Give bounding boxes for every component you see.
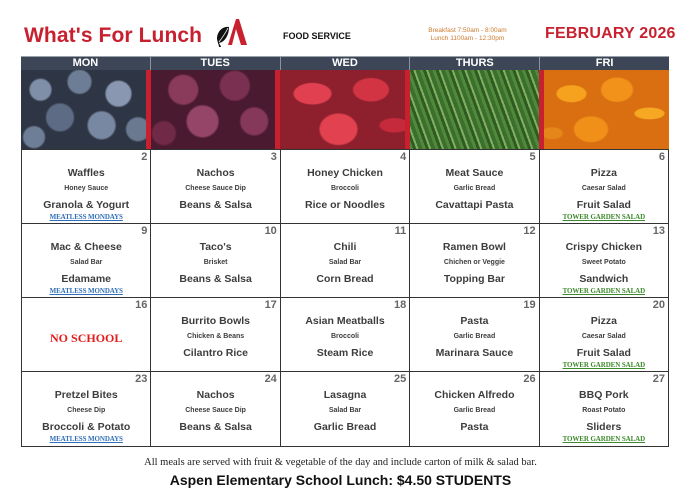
day-cell: [409, 224, 538, 297]
side-dish: Honey Sauce: [64, 185, 109, 192]
date-number: 2: [141, 151, 148, 163]
meatless-mondays-link[interactable]: MEATLESS MONDAYS: [49, 435, 123, 443]
extra-dish: Corn Bread: [316, 273, 374, 285]
extra-dish: Marinara Sauce: [435, 347, 514, 359]
day-cell: [21, 372, 150, 446]
entree: Mac & Cheese: [50, 241, 122, 253]
day-cell: [21, 224, 150, 297]
tower-garden-salad-link[interactable]: TOWER GARDEN SALAD: [562, 213, 646, 221]
day-cell: [280, 224, 409, 297]
entree: Pizza: [590, 315, 617, 327]
weekday-fri: FRI: [539, 57, 669, 70]
weekday-thurs: THURS: [409, 57, 539, 70]
extra-dish: Fruit Salad: [576, 199, 631, 211]
entree: Asian Meatballs: [305, 315, 385, 327]
date-number: 4: [400, 151, 407, 163]
entree: Pretzel Bites: [54, 389, 118, 401]
date-number: 3: [270, 151, 277, 163]
week-row: [21, 223, 669, 297]
date-number: 12: [523, 225, 536, 237]
meatless-mondays-link[interactable]: MEATLESS MONDAYS: [49, 213, 123, 221]
date-number: 19: [523, 299, 536, 311]
entree: Pizza: [590, 167, 617, 179]
extra-dish: Edamame: [61, 273, 111, 285]
week-row: [21, 149, 669, 223]
side-dish: Cheese Sauce Dip: [185, 185, 246, 192]
day-cell: [150, 298, 279, 371]
date-number: 13: [652, 225, 666, 237]
entree: Crispy Chicken: [565, 241, 643, 253]
date-number: 26: [523, 373, 536, 385]
side-dish: Caesar Salad: [581, 185, 626, 192]
entree: Meat Sauce: [445, 167, 504, 179]
extra-dish: Cavattapi Pasta: [435, 199, 514, 211]
entree: Chicken Alfredo: [434, 389, 515, 401]
entree: Lasagna: [323, 389, 367, 401]
entree: Nachos: [196, 389, 235, 401]
produce-image-row: [21, 70, 669, 149]
day-cell: [150, 224, 279, 297]
extra-dish: Fruit Salad: [576, 347, 631, 359]
date-number: 9: [141, 225, 148, 237]
date-number: 25: [393, 373, 407, 385]
date-number: 11: [394, 225, 407, 237]
weekday-wed: WED: [280, 57, 410, 70]
date-number: 6: [658, 151, 666, 163]
extra-dish: Rice or Noodles: [305, 199, 385, 211]
date-number: 18: [393, 299, 407, 311]
entree: BBQ Pork: [579, 389, 629, 401]
entree: Honey Chicken: [307, 167, 383, 179]
weekday-tues: TUES: [150, 57, 280, 70]
side-dish: Salad Bar: [70, 259, 103, 266]
date-number: 5: [529, 151, 536, 163]
date-number: 17: [264, 299, 277, 311]
side-dish: Brisket: [203, 259, 228, 266]
date-number: 23: [135, 373, 148, 385]
day-cell: [21, 298, 150, 371]
date-number: 20: [652, 299, 666, 311]
side-dish: Cheese Sauce Dip: [185, 407, 246, 414]
strawberries-image: [280, 70, 410, 149]
day-cell: [409, 298, 538, 371]
side-dish: Garlic Bread: [453, 407, 496, 414]
side-dish: Broccoli: [331, 333, 360, 340]
extra-dish: Cilantro Rice: [183, 347, 248, 359]
month-label: FEBRUARY 2026: [545, 25, 676, 42]
entree: Ramen Bowl: [442, 241, 506, 253]
weekday-mon: MON: [72, 57, 99, 69]
green-beans-image: [410, 70, 540, 149]
extra-dish: Pasta: [460, 421, 489, 433]
side-dish: Garlic Bread: [453, 185, 496, 192]
no-school-notice: NO SCHOOL: [50, 331, 123, 345]
side-dish: Chichen or Veggie: [443, 259, 505, 266]
tower-garden-salad-link[interactable]: TOWER GARDEN SALAD: [562, 361, 646, 369]
day-cell: [21, 150, 150, 223]
department-label: FOOD SERVICE: [283, 31, 351, 41]
side-dish: Salad Bar: [328, 259, 362, 266]
extra-dish: Beans & Salsa: [179, 421, 252, 433]
date-number: 27: [652, 373, 666, 385]
extra-dish: Sandwich: [579, 273, 629, 285]
entree: Nachos: [196, 167, 235, 179]
extra-dish: Topping Bar: [443, 273, 505, 285]
side-dish: Sweet Potato: [581, 259, 626, 266]
week-row: [21, 371, 669, 447]
page-title: What's For Lunch: [24, 24, 203, 47]
lunch-hours: Lunch 1100am - 12:30pm: [430, 35, 505, 42]
breakfast-hours: Breakfast 7:50am - 8:00am: [428, 27, 507, 34]
side-dish: Salad Bar: [328, 407, 362, 414]
side-dish: Roast Potato: [582, 407, 626, 414]
day-cell: [409, 150, 538, 223]
day-cell: [539, 224, 669, 297]
lunch-calendar: [21, 56, 669, 447]
side-dish: Garlic Bread: [453, 333, 496, 340]
extra-dish: Steam Rice: [316, 347, 374, 359]
date-number: 16: [135, 299, 148, 311]
day-cell: [539, 150, 669, 223]
side-dish: Chicken & Beans: [187, 333, 245, 340]
day-cell: [280, 150, 409, 223]
extra-dish: Granola & Yogurt: [43, 199, 130, 211]
day-cell: [280, 372, 409, 446]
day-cell: [539, 372, 669, 446]
tower-garden-salad-link[interactable]: TOWER GARDEN SALAD: [562, 435, 646, 443]
meatless-mondays-link[interactable]: MEATLESS MONDAYS: [49, 287, 123, 295]
date-number: 10: [264, 225, 277, 237]
extra-dish: Beans & Salsa: [179, 273, 252, 285]
meal-inclusion-note: All meals are served with fruit & vegetable of the day and include carton of milk & salad bar.: [144, 457, 537, 468]
meal-hours: [415, 27, 520, 43]
day-cell: [150, 372, 279, 446]
extra-dish: Beans & Salsa: [179, 199, 252, 211]
side-dish: Broccoli: [331, 185, 360, 192]
grapes-image: [151, 70, 281, 149]
side-dish: Caesar Salad: [581, 333, 626, 340]
day-cell: [280, 298, 409, 371]
day-cell: [539, 298, 669, 371]
entree: Taco's: [199, 241, 232, 253]
extra-dish: Garlic Bread: [313, 421, 377, 433]
tower-garden-salad-link[interactable]: TOWER GARDEN SALAD: [562, 287, 646, 295]
side-dish: Cheese Dip: [67, 407, 106, 414]
extra-dish: Sliders: [586, 421, 622, 433]
weekday-header-row: [21, 56, 669, 70]
extra-dish: Broccoli & Potato: [42, 421, 131, 433]
aspen-leaf-logo-icon: [214, 17, 248, 47]
entree: Chili: [333, 241, 357, 253]
entree: Waffles: [67, 167, 105, 179]
orange-peppers-image: [539, 70, 669, 149]
day-cell: [150, 150, 279, 223]
date-number: 24: [264, 373, 277, 385]
day-cell: [409, 372, 538, 446]
blueberries-image: [21, 70, 151, 149]
week-row: [21, 297, 669, 371]
entree: Burrito Bowls: [181, 315, 251, 327]
entree: Pasta: [460, 315, 489, 327]
lunch-price: Aspen Elementary School Lunch: $4.50 STUDENTS: [169, 472, 512, 488]
